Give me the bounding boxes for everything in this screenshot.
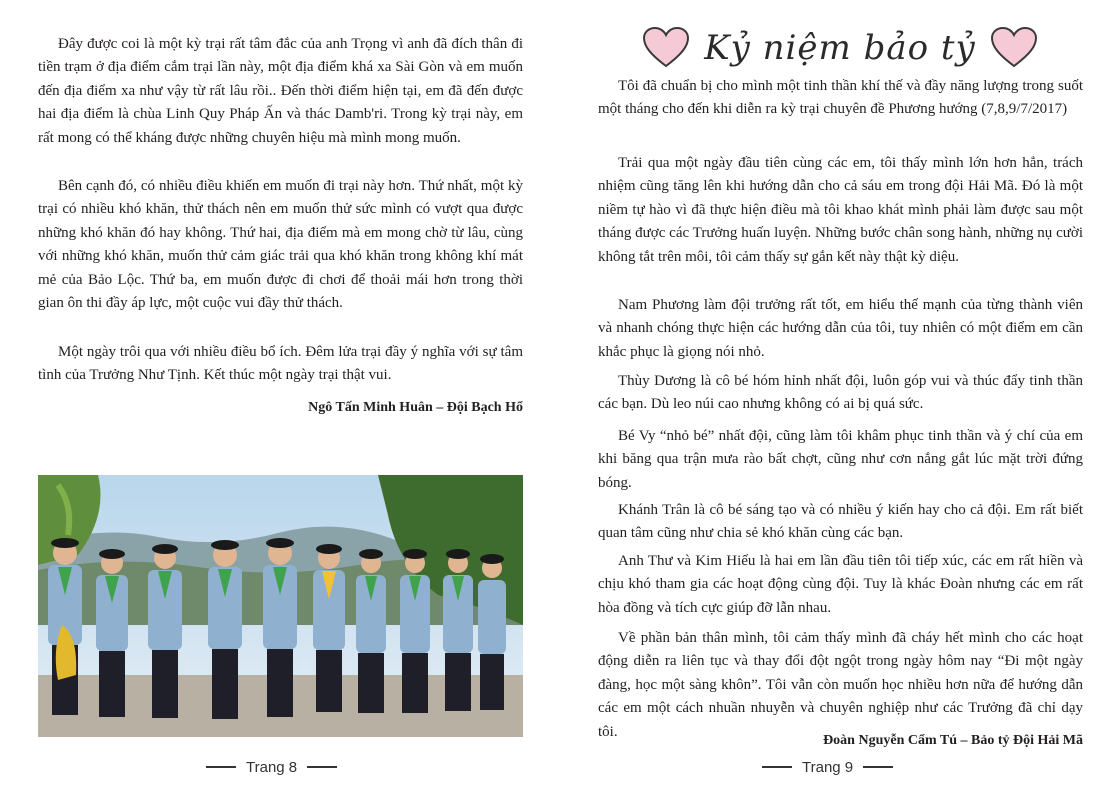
left-signature: Ngô Tấn Minh Huân – Đội Bạch Hổ xyxy=(308,400,523,415)
article-title-row xyxy=(640,22,1040,74)
footer-dash-left xyxy=(206,766,236,768)
heart-icon xyxy=(642,26,690,70)
footer-dash-right xyxy=(863,766,893,768)
right-paragraph-4: Thùy Dương là cô bé hóm hỉnh nhất đội, luôn góp vui và thúc đẩy tinh thần các bạn. Dù leo núi cao nhưng không có ai bị quá sức. xyxy=(598,373,1083,413)
left-page-footer xyxy=(206,757,337,777)
right-paragraph-7: Anh Thư và Kim Hiếu là hai em lần đầu tiên tôi tiếp xúc, các em rất hiền và chịu khó tham gia các hoạt động cùng đội. Tuy là khác Đoàn nhưng các em rất hòa đồng và tích cực giúp đỡ lẫn nhau. xyxy=(598,553,1083,616)
page-number-label: Trang 9 xyxy=(802,758,854,776)
right-signature: Đoàn Nguyễn Cẩm Tú – Bảo tỷ Đội Hải Mã xyxy=(823,733,1083,748)
right-page xyxy=(560,0,1120,792)
left-paragraph-3: Một ngày trôi qua với nhiều điều bổ ích. Đêm lửa trại đầy ý nghĩa với sự tâm tình của Trưởng Như Tịnh. Kết thúc một ngày trại thật vui. xyxy=(38,344,523,384)
heart-icon xyxy=(990,26,1038,70)
group-photo xyxy=(38,475,523,737)
scouts-group-photo-image xyxy=(38,475,523,737)
footer-dash-left xyxy=(762,766,792,768)
right-paragraph-3: Nam Phương làm đội trưởng rất tốt, em hiểu thế mạnh của từng thành viên và nhanh chóng thực hiện các hướng dẫn của tôi, tuy nhiên có một điểm em cần khắc phục là giọng nói nhỏ. xyxy=(598,297,1083,360)
right-paragraph-1: Tôi đã chuẩn bị cho mình một tinh thần khí thế và đầy năng lượng trong suốt một tháng cho đến khi diễn ra kỳ trại chuyên đề Phương hướng (7,8,9/7/2017) xyxy=(598,78,1083,118)
right-paragraph-2: Trải qua một ngày đầu tiên cùng các em, tôi thấy mình lớn hơn hẳn, trách nhiệm cũng tăng lên khi hướng dẫn cho cả sáu em trong đội Hải Mã. Đó là một niềm tự hào vì đã thực hiện điều mà tôi khao khát mình phải làm được sau một tháng được các Trưởng huấn luyện. Những bước chân song hành, những nụ cười không tắt trên môi, tôi cảm thấy sự gắn kết này thật kỳ diệu. xyxy=(598,155,1083,265)
right-page-footer xyxy=(762,757,893,777)
right-paragraph-8: Về phần bản thân mình, tôi cảm thấy mình đã cháy hết mình cho các hoạt động diễn ra liên tục và thay đổi đột ngột trong ngày hôm nay “Đi một ngày đàng, học một sàng khôn”. Tôi vẫn còn muốn học nhiều hơn nữa để hướng dẫn các em một cách nhuần nhuyễn và chuyên nghiệp như các Trưởng đã chỉ dạy tôi. xyxy=(598,630,1083,740)
right-paragraph-6: Khánh Trân là cô bé sáng tạo và có nhiều ý kiến hay cho cả đội. Em rất biết quan tâm cũng như chia sẻ khó khăn cùng các bạn. xyxy=(598,502,1083,542)
right-paragraph-5: Bé Vy “nhỏ bé” nhất đội, cũng làm tôi khâm phục tinh thần và ý chí của em khi băng qua trận mưa rào bất chợt, cũng như cơn nắng gắt lúc mặt trời đứng bóng. xyxy=(598,428,1083,491)
left-paragraph-1: Đây được coi là một kỳ trại rất tâm đắc của anh Trọng vì anh đã đích thân đi tiền trạm ở địa điểm cắm trại lần này, một địa điểm khá xa Sài Gòn và em muốn đến địa điểm xa như vậy từ rất lâu rồi.. Đến thời điểm hiện tại, em đã đến được hai địa điểm là chùa Linh Quy Pháp Ấn và thác Damb'ri. Trong kỳ trại này, em rất mong có thể kháng được những chuyên hiệu mà mình mong muốn. xyxy=(38,36,523,146)
page-number-label: Trang 8 xyxy=(246,758,298,776)
article-title: Kỷ niệm bảo tỷ xyxy=(704,28,976,68)
left-paragraph-2: Bên cạnh đó, có nhiều điều khiến em muốn đi trại này hơn. Thứ nhất, một kỳ trại có nhiều khó khăn, thử thách nên em muốn thử sức mình có vượt qua được những khó khăn đó hay không. Thứ hai, địa điểm mà em mong chờ từ lâu, cùng với những khó khăn, muốn thử cảm giác trải qua khó khăn trong không khí mát mẻ của Bảo Lộc. Thứ ba, em muốn được đi chơi để thoải mái hơn trong thời gian ôn thi đầy áp lực, một cuộc vui đầy thử thách. xyxy=(38,178,523,312)
footer-dash-right xyxy=(307,766,337,768)
